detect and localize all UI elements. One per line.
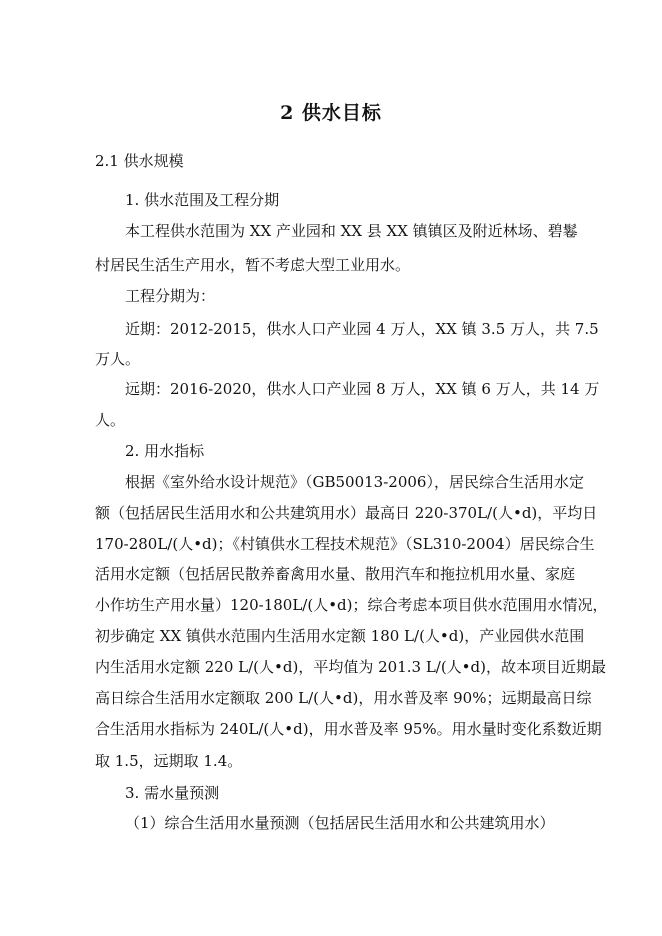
section-heading: 2.1 供水规模 — [95, 152, 184, 170]
paragraph-line: 内生活用水定额 220 L/(人•d)，平均值为 201.3 L/(人•d)，故本项目近期最 — [95, 658, 606, 676]
paragraph-line: 170-280L/(人•d)；《村镇供水工程技术规范》（SL310-2004）居民综合生 — [95, 535, 595, 553]
paragraph-line: 工程分期为： — [125, 287, 216, 305]
paragraph-line: 远期：2016-2020，供水人口产业园 8 万人，XX 镇 6 万人，共 14 万 — [125, 380, 600, 398]
paragraph-line: 高日综合生活用水定额取 200 L/(人•d)，用水普及率 90%；远期最高日综 — [95, 689, 592, 707]
paragraph-line: 村居民生活生产用水，暂不考虑大型工业用水。 — [95, 256, 411, 274]
paragraph-line: 取 1.5，远期取 1.4。 — [95, 752, 243, 770]
subsection-heading-indicators: 2. 用水指标 — [125, 442, 205, 460]
paragraph-line: 活用水定额（包括居民散养畜禽用水量、散用汽车和拖拉机用水量、家庭 — [95, 565, 576, 583]
subsection-heading-scope: 1. 供水范围及工程分期 — [125, 191, 280, 209]
paragraph-line: 额（包括居民生活用水和公共建筑用水）最高日 220-370L/(人•d)，平均日 — [95, 504, 598, 522]
paragraph-line: 根据《室外给水设计规范》（GB50013-2006），居民综合生活用水定 — [125, 473, 584, 491]
paragraph-line: 合生活用水指标为 240L/(人•d)，用水普及率 95%。用水量时变化系数近期 — [95, 720, 602, 738]
chapter-heading: 2 供水目标 — [280, 102, 382, 124]
paragraph-line: 人。 — [95, 411, 126, 429]
paragraph-line: 万人。 — [95, 350, 141, 368]
paragraph-line: 近期：2012-2015，供水人口产业园 4 万人，XX 镇 3.5 万人，共 7.5 — [125, 320, 599, 338]
subsection-heading-demand: 3. 需水量预测 — [125, 784, 220, 802]
paragraph-line: 本工程供水范围为 XX 产业园和 XX 县 XX 镇镇区及附近林场、碧鬈 — [125, 222, 578, 240]
subsubsection-heading-domestic: （1）综合生活用水量预测（包括居民生活用水和公共建筑用水） — [125, 814, 555, 832]
paragraph-line: 初步确定 XX 镇供水范围内生活用水定额 180 L/(人•d)，产业园供水范围 — [95, 627, 585, 645]
paragraph-line: 小作坊生产用水量）120-180L/(人•d)；综合考虑本项目供水范围用水情况， — [95, 596, 608, 614]
